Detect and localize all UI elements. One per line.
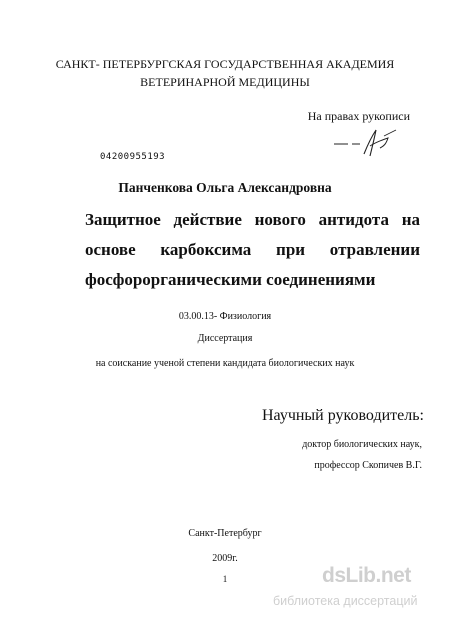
institution-line-2: ВЕТЕРИНАРНОЙ МЕДИЦИНЫ (140, 75, 310, 89)
specialty-code: 03.00.13- Физиология (178, 311, 272, 322)
author-name: Панченкова Ольга Александровна (118, 180, 332, 195)
supervisor-degree: доктор биологических наук, (302, 439, 422, 450)
document-kind: Диссертация (197, 333, 253, 344)
supervisor-name: профессор Скопичев В.Г. (314, 460, 422, 471)
title-line: основе карбоксима при отравлении (85, 240, 420, 259)
city: Санкт-Петербург (188, 528, 262, 539)
handwritten-signature (330, 124, 400, 164)
rights-note: На правах рукописи (307, 109, 410, 123)
document-number: 04200955193 (100, 152, 166, 162)
degree-line: на соискание ученой степени кандидата биологических наук (95, 358, 355, 369)
dissertation-title (85, 205, 420, 295)
watermark-logo: dsLib.net (322, 564, 411, 587)
watermark-subtitle: библиотека диссертаций (273, 594, 418, 608)
title-line: фосфорорганическими соединениями (85, 270, 376, 289)
year: 2009г. (212, 553, 238, 564)
page-number: 1 (222, 574, 228, 584)
supervisor-heading: Научный руководитель: (261, 407, 424, 424)
title-line: Защитное действие нового антидота на (85, 210, 420, 229)
institution-line-1: САНКТ- ПЕТЕРБУРГСКАЯ ГОСУДАРСТВЕННАЯ АКАДЕМИЯ (55, 57, 395, 71)
